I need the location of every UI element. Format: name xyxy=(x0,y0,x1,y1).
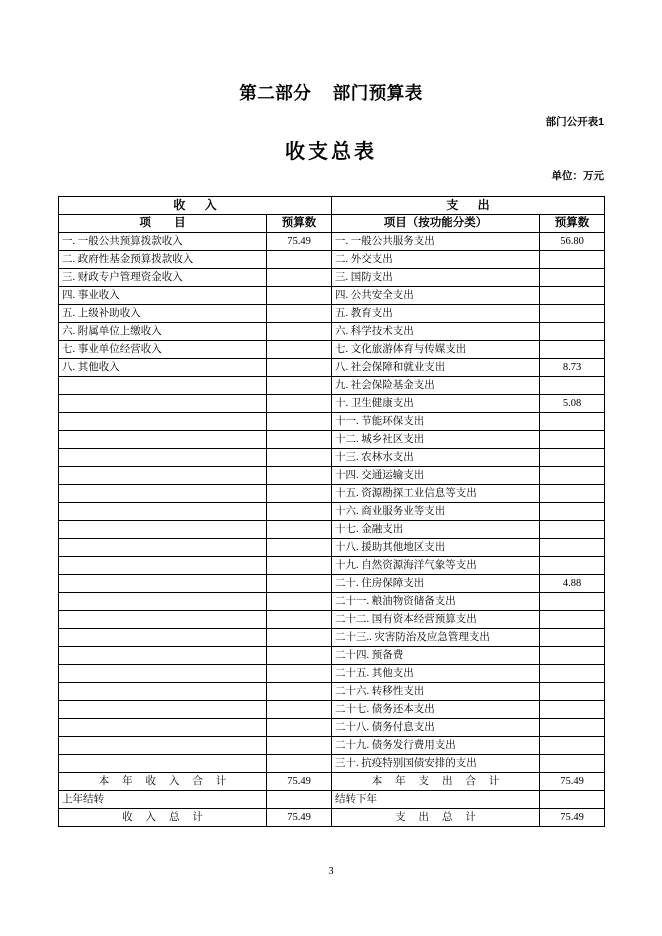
expenditure-item-value xyxy=(540,521,605,539)
table-row xyxy=(59,647,605,665)
income-item-value xyxy=(267,341,332,359)
income-item-label: 八. 其他收入 xyxy=(59,359,267,377)
income-value-empty xyxy=(267,611,332,629)
income-item-empty xyxy=(59,593,267,611)
expenditure-item-value xyxy=(540,665,605,683)
income-value-empty xyxy=(267,467,332,485)
income-item-empty xyxy=(59,683,267,701)
income-value-empty xyxy=(267,665,332,683)
income-value-empty xyxy=(267,521,332,539)
summary-expenditure-value: 75.49 xyxy=(540,809,605,827)
column-header-income-budget: 预算数 xyxy=(267,215,332,233)
expenditure-item-label: 十四. 交通运输支出 xyxy=(332,467,540,485)
table-row xyxy=(59,701,605,719)
income-item-empty xyxy=(59,395,267,413)
expenditure-item-label: 二. 外交支出 xyxy=(332,251,540,269)
expenditure-item-label: 七. 文化旅游体育与传媒支出 xyxy=(332,341,540,359)
summary-income-label: 收 入 总 计 xyxy=(59,809,267,827)
table-row xyxy=(59,755,605,773)
expenditure-item-value: 8.73 xyxy=(540,359,605,377)
table-row xyxy=(59,593,605,611)
income-item-empty xyxy=(59,467,267,485)
income-value-empty xyxy=(267,629,332,647)
table-column-header-row xyxy=(59,215,605,233)
table-row xyxy=(59,557,605,575)
table-row xyxy=(59,377,605,395)
summary-income-value xyxy=(267,791,332,809)
income-value-empty xyxy=(267,593,332,611)
expenditure-item-value xyxy=(540,503,605,521)
table-summary-row xyxy=(59,809,605,827)
table-row xyxy=(59,395,605,413)
income-value-empty xyxy=(267,449,332,467)
table-summary-row xyxy=(59,773,605,791)
table-row xyxy=(59,431,605,449)
table-row xyxy=(59,287,605,305)
expenditure-item-label: 十三. 农林水支出 xyxy=(332,449,540,467)
income-item-empty xyxy=(59,431,267,449)
expenditure-item-label: 五. 教育支出 xyxy=(332,305,540,323)
expenditure-item-label: 二十一. 粮油物资储备支出 xyxy=(332,593,540,611)
summary-expenditure-label: 支 出 总 计 xyxy=(332,809,540,827)
expenditure-item-value: 56.80 xyxy=(540,233,605,251)
income-item-value xyxy=(267,359,332,377)
income-item-label: 五. 上级补助收入 xyxy=(59,305,267,323)
income-value-empty xyxy=(267,539,332,557)
expenditure-item-label: 十九. 自然资源海洋气象等支出 xyxy=(332,557,540,575)
expenditure-item-value xyxy=(540,755,605,773)
income-value-empty xyxy=(267,719,332,737)
income-item-value: 75.49 xyxy=(267,233,332,251)
income-item-empty xyxy=(59,629,267,647)
table-summary-row xyxy=(59,791,605,809)
income-value-empty xyxy=(267,413,332,431)
unit-label: 单位：万元 xyxy=(551,170,604,182)
expenditure-item-value xyxy=(540,305,605,323)
income-item-value xyxy=(267,269,332,287)
column-header-expenditure-budget: 预算数 xyxy=(540,215,605,233)
expenditure-item-value xyxy=(540,413,605,431)
expenditure-item-label: 六. 科学技术支出 xyxy=(332,323,540,341)
income-item-empty xyxy=(59,539,267,557)
summary-income-label: 上年结转 xyxy=(59,791,267,809)
summary-income-label: 本 年 收 入 合 计 xyxy=(59,773,267,791)
income-item-empty xyxy=(59,485,267,503)
budget-summary-table xyxy=(58,196,605,827)
summary-income-value: 75.49 xyxy=(267,773,332,791)
part-title: 第二部分 部门预算表 xyxy=(239,83,423,103)
income-item-empty xyxy=(59,449,267,467)
income-item-empty xyxy=(59,701,267,719)
page-title: 收支总表 xyxy=(285,141,377,163)
expenditure-item-value xyxy=(540,683,605,701)
income-item-label: 一. 一般公共预算拨款收入 xyxy=(59,233,267,251)
income-item-empty xyxy=(59,521,267,539)
summary-expenditure-value: 75.49 xyxy=(540,773,605,791)
column-header-income-item: 项 目 xyxy=(59,215,267,233)
income-value-empty xyxy=(267,395,332,413)
expenditure-item-value xyxy=(540,701,605,719)
summary-income-value: 75.49 xyxy=(267,809,332,827)
table-row xyxy=(59,575,605,593)
form-code-label: 部门公开表1 xyxy=(545,116,604,128)
table-row xyxy=(59,413,605,431)
table-row xyxy=(59,683,605,701)
summary-expenditure-value xyxy=(540,791,605,809)
expenditure-item-label: 二十五. 其他支出 xyxy=(332,665,540,683)
expenditure-item-label: 二十八. 债务付息支出 xyxy=(332,719,540,737)
expenditure-item-value xyxy=(540,431,605,449)
income-item-label: 四. 事业收入 xyxy=(59,287,267,305)
expenditure-item-label: 二十三.. 灾害防治及应急管理支出 xyxy=(332,629,540,647)
income-item-empty xyxy=(59,665,267,683)
table-row xyxy=(59,539,605,557)
expenditure-item-value: 4.88 xyxy=(540,575,605,593)
income-item-label: 六. 附属单位上缴收入 xyxy=(59,323,267,341)
expenditure-item-value xyxy=(540,467,605,485)
income-item-value xyxy=(267,287,332,305)
expenditure-item-value: 5.08 xyxy=(540,395,605,413)
page-number: 3 xyxy=(328,866,334,877)
expenditure-item-value xyxy=(540,719,605,737)
column-header-expenditure-item: 项目（按功能分类） xyxy=(332,215,540,233)
income-item-empty xyxy=(59,575,267,593)
table-row xyxy=(59,305,605,323)
expenditure-item-value xyxy=(540,611,605,629)
expenditure-item-label: 十六. 商业服务业等支出 xyxy=(332,503,540,521)
income-item-empty xyxy=(59,413,267,431)
expenditure-item-label: 一. 一般公共服务支出 xyxy=(332,233,540,251)
income-value-empty xyxy=(267,575,332,593)
expenditure-item-value xyxy=(540,449,605,467)
income-value-empty xyxy=(267,647,332,665)
table-row xyxy=(59,449,605,467)
expenditure-item-label: 二十四. 预备费 xyxy=(332,647,540,665)
income-item-empty xyxy=(59,557,267,575)
expenditure-item-label: 十二. 城乡社区支出 xyxy=(332,431,540,449)
expenditure-item-label: 四. 公共安全支出 xyxy=(332,287,540,305)
table-row xyxy=(59,323,605,341)
expenditure-item-value xyxy=(540,485,605,503)
expenditure-item-value xyxy=(540,593,605,611)
income-item-empty xyxy=(59,503,267,521)
table-row xyxy=(59,611,605,629)
expenditure-item-value xyxy=(540,737,605,755)
table-row xyxy=(59,737,605,755)
income-item-label: 七. 事业单位经营收入 xyxy=(59,341,267,359)
expenditure-item-value xyxy=(540,269,605,287)
income-value-empty xyxy=(267,737,332,755)
income-item-empty xyxy=(59,611,267,629)
expenditure-item-label: 十七. 金融支出 xyxy=(332,521,540,539)
table-row xyxy=(59,233,605,251)
income-value-empty xyxy=(267,485,332,503)
table-row xyxy=(59,503,605,521)
income-item-value xyxy=(267,323,332,341)
income-item-label: 三. 财政专户管理资金收入 xyxy=(59,269,267,287)
expenditure-item-value xyxy=(540,251,605,269)
summary-expenditure-label: 本 年 支 出 合 计 xyxy=(332,773,540,791)
expenditure-item-value xyxy=(540,647,605,665)
expenditure-item-label: 二十七. 债务还本支出 xyxy=(332,701,540,719)
table-row xyxy=(59,269,605,287)
table-row xyxy=(59,629,605,647)
income-value-empty xyxy=(267,431,332,449)
income-item-empty xyxy=(59,737,267,755)
expenditure-item-label: 八. 社会保障和就业支出 xyxy=(332,359,540,377)
income-item-label: 二. 政府性基金预算拨款收入 xyxy=(59,251,267,269)
expenditure-item-label: 九. 社会保险基金支出 xyxy=(332,377,540,395)
income-item-value xyxy=(267,305,332,323)
expenditure-item-label: 三十. 抗疫特别国债安排的支出 xyxy=(332,755,540,773)
expenditure-item-label: 二十. 住房保障支出 xyxy=(332,575,540,593)
expenditure-item-value xyxy=(540,341,605,359)
expenditure-item-value xyxy=(540,287,605,305)
table-row xyxy=(59,521,605,539)
income-item-empty xyxy=(59,755,267,773)
income-value-empty xyxy=(267,701,332,719)
section-header-expenditure: 支 出 xyxy=(332,197,605,215)
expenditure-item-value xyxy=(540,557,605,575)
income-value-empty xyxy=(267,557,332,575)
expenditure-item-label: 二十九. 债务发行费用支出 xyxy=(332,737,540,755)
income-item-value xyxy=(267,251,332,269)
summary-expenditure-label: 结转下年 xyxy=(332,791,540,809)
income-value-empty xyxy=(267,503,332,521)
expenditure-item-label: 十八. 援助其他地区支出 xyxy=(332,539,540,557)
expenditure-item-label: 十五. 资源勘探工业信息等支出 xyxy=(332,485,540,503)
table-row xyxy=(59,251,605,269)
expenditure-item-value xyxy=(540,629,605,647)
expenditure-item-label: 二十六. 转移性支出 xyxy=(332,683,540,701)
income-value-empty xyxy=(267,755,332,773)
income-value-empty xyxy=(267,377,332,395)
table-row xyxy=(59,341,605,359)
income-value-empty xyxy=(267,683,332,701)
expenditure-item-value xyxy=(540,377,605,395)
table-row xyxy=(59,467,605,485)
expenditure-item-label: 十. 卫生健康支出 xyxy=(332,395,540,413)
income-item-empty xyxy=(59,377,267,395)
expenditure-item-value xyxy=(540,539,605,557)
income-item-empty xyxy=(59,719,267,737)
section-header-income: 收 入 xyxy=(59,197,332,215)
table-row xyxy=(59,485,605,503)
table-section-header-row xyxy=(59,197,605,215)
table-row xyxy=(59,359,605,377)
expenditure-item-label: 三. 国防支出 xyxy=(332,269,540,287)
income-item-empty xyxy=(59,647,267,665)
expenditure-item-label: 十一. 节能环保支出 xyxy=(332,413,540,431)
expenditure-item-label: 二十二. 国有资本经营预算支出 xyxy=(332,611,540,629)
table-row xyxy=(59,665,605,683)
table-row xyxy=(59,719,605,737)
expenditure-item-value xyxy=(540,323,605,341)
